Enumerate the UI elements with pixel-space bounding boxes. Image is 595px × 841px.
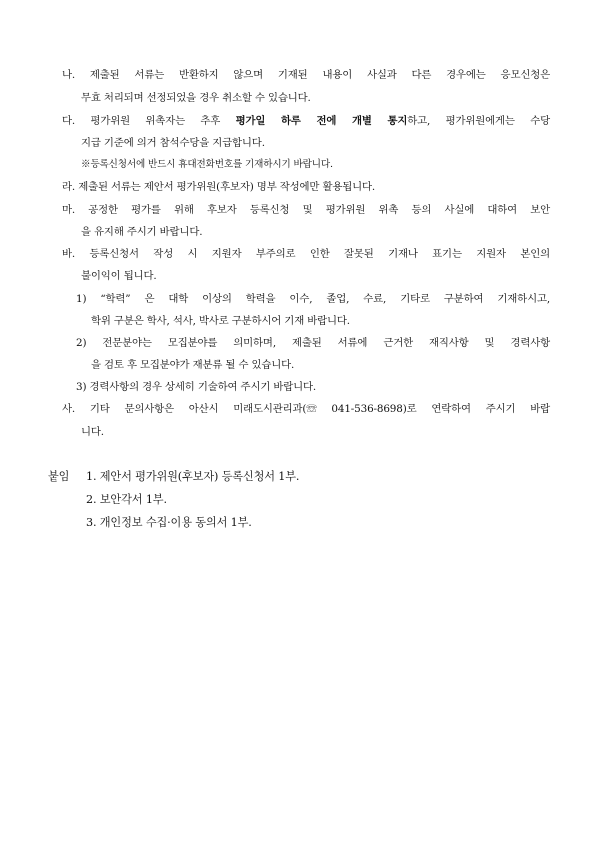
item-ba-sub-1-line-1: 1) “학력” 은 대학 이상의 학력을 이수, 졸업, 수료, 기타로 구분하여 기재하시고, [76, 293, 550, 305]
item-na-line-1: 나. 제출된 서류는 반환하지 않으며 기재된 내용이 사실과 다른 경우에는 응모신청은 [62, 69, 550, 81]
item-da-text-pre: 다. 평가위원 위촉자는 추후 [62, 115, 236, 127]
attachment-item-2: 2. 보안각서 1부. [86, 493, 167, 506]
item-ba-sub-1-line-2: 학위 구분은 학사, 석사, 박사로 구분하시어 기재 바랍니다. [91, 315, 350, 327]
attachment-item-1: 1. 제안서 평가위원(후보자) 등록신청서 1부. [86, 470, 300, 483]
item-da-note: ※등록신청서에 반드시 휴대전화번호를 기재하시기 바랍니다. [81, 159, 333, 170]
item-da-line-2: 지급 기준에 의거 참석수당을 지급합니다. [81, 137, 265, 149]
item-ba-sub-2-line-1: 2) 전문분야는 모집분야를 의미하며, 제출된 서류에 근거한 재직사항 및 경력사항 [76, 337, 550, 349]
item-da-text-post: 하고, 평가위원에게는 수당 [407, 115, 551, 127]
item-sa-line-2: 니다. [81, 426, 104, 438]
item-sa-line-1: 사. 기타 문의사항은 아산시 미래도시관리과(☏ 041-536-8698)로 연락하여 주시기 바랍 [62, 403, 550, 415]
item-ba-line-1: 바. 등록신청서 작성 시 지원자 부주의로 인한 잘못된 기재나 표기는 지원자 본인의 [62, 248, 550, 260]
attachment-item-3: 3. 개인정보 수집·이용 동의서 1부. [86, 516, 252, 529]
item-ba-line-2: 불이익이 됩니다. [81, 270, 157, 282]
item-da-line-1 [62, 114, 550, 128]
item-da-emphasis: 평가일 하루 전에 개별 통지 [235, 115, 408, 127]
item-ma-line-1: 마. 공정한 평가를 위해 후보자 등록신청 및 평가위원 위촉 등의 사실에 대하여 보안 [62, 204, 550, 216]
item-na-line-2: 무효 처리되며 선정되었을 경우 취소할 수 있습니다. [81, 92, 311, 104]
item-ra-line-1: 라. 제출된 서류는 제안서 평가위원(후보자) 명부 작성에만 활용됩니다. [62, 181, 376, 193]
item-ba-sub-2-line-2: 을 검토 후 모집분야가 재분류 될 수 있습니다. [91, 359, 295, 371]
attachments-label: 붙임 [48, 470, 70, 483]
item-ma-line-2: 을 유지해 주시기 바랍니다. [81, 226, 203, 238]
item-ba-sub-3-line-1: 3) 경력사항의 경우 상세히 기술하여 주시기 바랍니다. [76, 381, 317, 393]
